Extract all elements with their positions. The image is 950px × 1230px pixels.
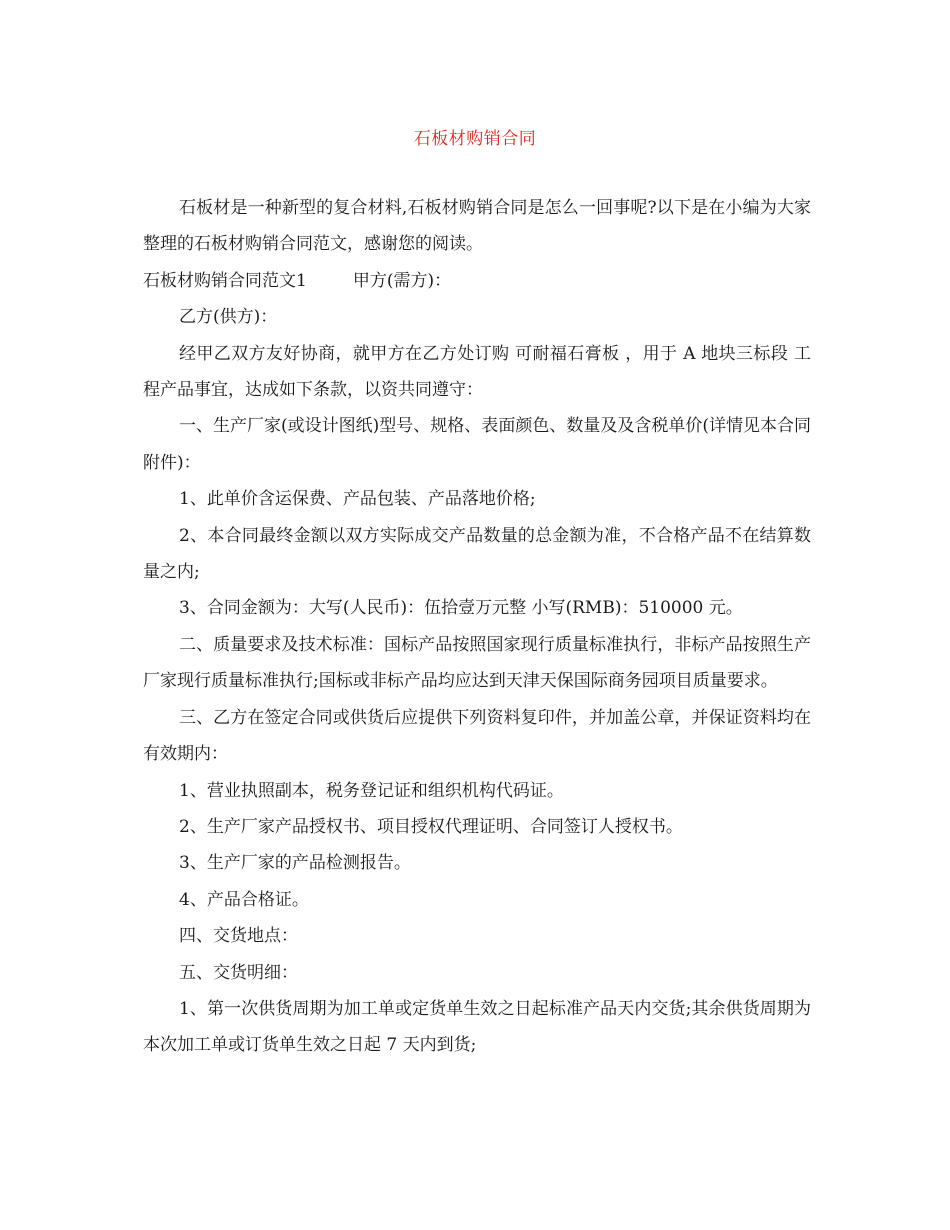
paragraph: 1、此单价含运保费、产品包装、产品落地价格; xyxy=(179,489,536,510)
paragraph: 2、生产厂家产品授权书、项目授权代理证明、合同签订人授权书。 xyxy=(179,816,683,837)
document-body xyxy=(143,190,811,1064)
paragraph: 乙方(供方)： xyxy=(179,307,278,328)
paragraph: 二、质量要求及技术标准：国标产品按照国家现行质量标准执行，非标产品按照生产厂家现行质量标准执行;国标或非标产品均应达到天津天保国际商务园项目质量要求。 xyxy=(143,634,811,692)
paragraph: 三、乙方在签定合同或供货后应提供下列资料复印件，并加盖公章，并保证资料均在有效期内： xyxy=(143,707,811,765)
party-a-label: 甲方(需方)： xyxy=(352,270,452,291)
sample-heading: 石板材购销合同范文1 xyxy=(143,270,307,291)
paragraph: 1、第一次供货周期为加工单或定货单生效之日起标准产品天内交货;其余供货周期为本次加工单或订货单生效之日起 7 天内到货; xyxy=(143,998,811,1056)
paragraph: 四、交货地点： xyxy=(179,926,298,947)
paragraph: 2、本合同最终金额以双方实际成交产品数量的总金额为准，不合格产品不在结算数量之内; xyxy=(143,525,811,583)
paragraph xyxy=(143,263,811,299)
paragraph: 石板材是一种新型的复合材料,石板材购销合同是怎么一回事呢?以下是在小编为大家整理的石板材购销合同范文，感谢您的阅读。 xyxy=(143,198,811,255)
paragraph: 一、生产厂家(或设计图纸)型号、规格、表面颜色、数量及及含税单价(详情见本合同附件)： xyxy=(143,416,811,473)
paragraph: 经甲乙双方友好协商，就甲方在乙方处订购 可耐福石膏板 ，用于 A 地块三标段 工程产品事宜，达成如下条款，以资共同遵守： xyxy=(143,343,811,401)
paragraph: 4、产品合格证。 xyxy=(179,889,309,910)
document-title: 石板材购销合同 xyxy=(413,129,537,149)
paragraph: 3、生产厂家的产品检测报告。 xyxy=(179,853,411,874)
paragraph: 五、交货明细： xyxy=(179,962,298,983)
paragraph: 3、合同金额为：大写(人民币)：伍拾壹万元整 小写(RMB)：510000 元。 xyxy=(179,598,743,619)
paragraph: 1、营业执照副本，税务登记证和组织机构代码证。 xyxy=(179,780,564,801)
